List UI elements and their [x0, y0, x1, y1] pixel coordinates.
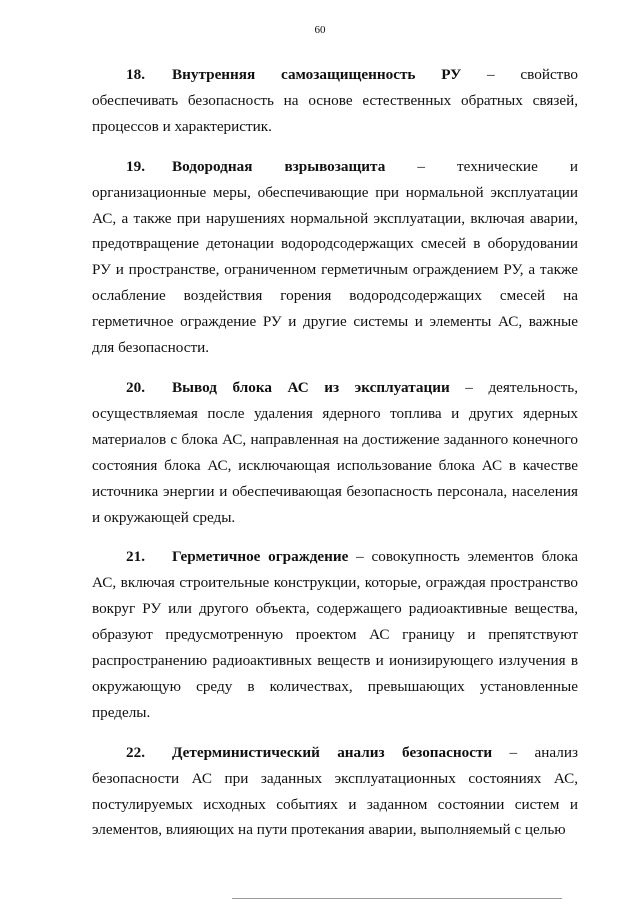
- definition-term: Вывод блока АС из эксплуатации: [172, 378, 450, 396]
- definition-number: 22.: [126, 743, 145, 761]
- scan-edge-line: [232, 898, 562, 899]
- definition-term: Внутренняя самозащищенность РУ: [172, 66, 462, 83]
- definition-number: 20.: [126, 378, 145, 396]
- page-number: 60: [314, 24, 326, 36]
- definition-text: – анализ безопасности АС при заданных эксплуатационных состояниях АС, постулируемых исходных событиях и заданном состоянии систем и элементов, влияющих на пути протекания аварии, выполняемый с целью: [92, 743, 578, 839]
- definition-number: 19.: [126, 157, 145, 175]
- definition-paragraph-22: [92, 740, 578, 844]
- definition-text: – технические и организационные меры, обеспечивающие при нормальной эксплуатации АС, а также при нарушениях нормальной эксплуатации, включая аварии, предотвращение детонации водородсодержащих смесей в оборудовании РУ и пространстве, ограниченном герметичным ограждением РУ, а также ослабление воздействия горения водородсодержащих смесей на герметичное ограждение РУ и другие системы и элементы АС, важные для безопасности.: [92, 157, 579, 357]
- definition-term: Водородная взрывозащита: [172, 157, 386, 175]
- definition-term: Герметичное ограждение: [172, 548, 349, 566]
- document-body: [92, 62, 578, 857]
- definition-term: Детерминистический анализ безопасности: [172, 743, 493, 761]
- definition-text: – свойство обеспечивать безопасность на основе естественных обратных связей, процессов и характеристик.: [92, 66, 578, 135]
- definition-number: 21.: [126, 548, 145, 566]
- definition-paragraph-21: [92, 544, 578, 725]
- definition-paragraph-18: [92, 62, 578, 140]
- definition-number: 18.: [126, 66, 145, 83]
- definition-text: – совокупность элементов блока АС, включая строительные конструкции, которые, ограждая пространство вокруг РУ или другого объекта, содержащего радиоактивные вещества, образуют предусмотренную проектом АС границу и препятствуют распространению радиоактивных веществ и ионизирующего излучения в окружающую среду в количествах, превышающих установленные пределы.: [92, 548, 578, 721]
- definition-paragraph-20: [92, 375, 578, 530]
- definition-paragraph-19: [92, 154, 578, 361]
- definition-text: – деятельность, осуществляемая после удаления ядерного топлива и других ядерных материалов с блока АС, направленная на достижение заданного конечного состояния блока АС, исключающая использование блока АС в качестве источника энергии и обеспечивающая безопасность персонала, населения и окружающей среды.: [92, 378, 578, 526]
